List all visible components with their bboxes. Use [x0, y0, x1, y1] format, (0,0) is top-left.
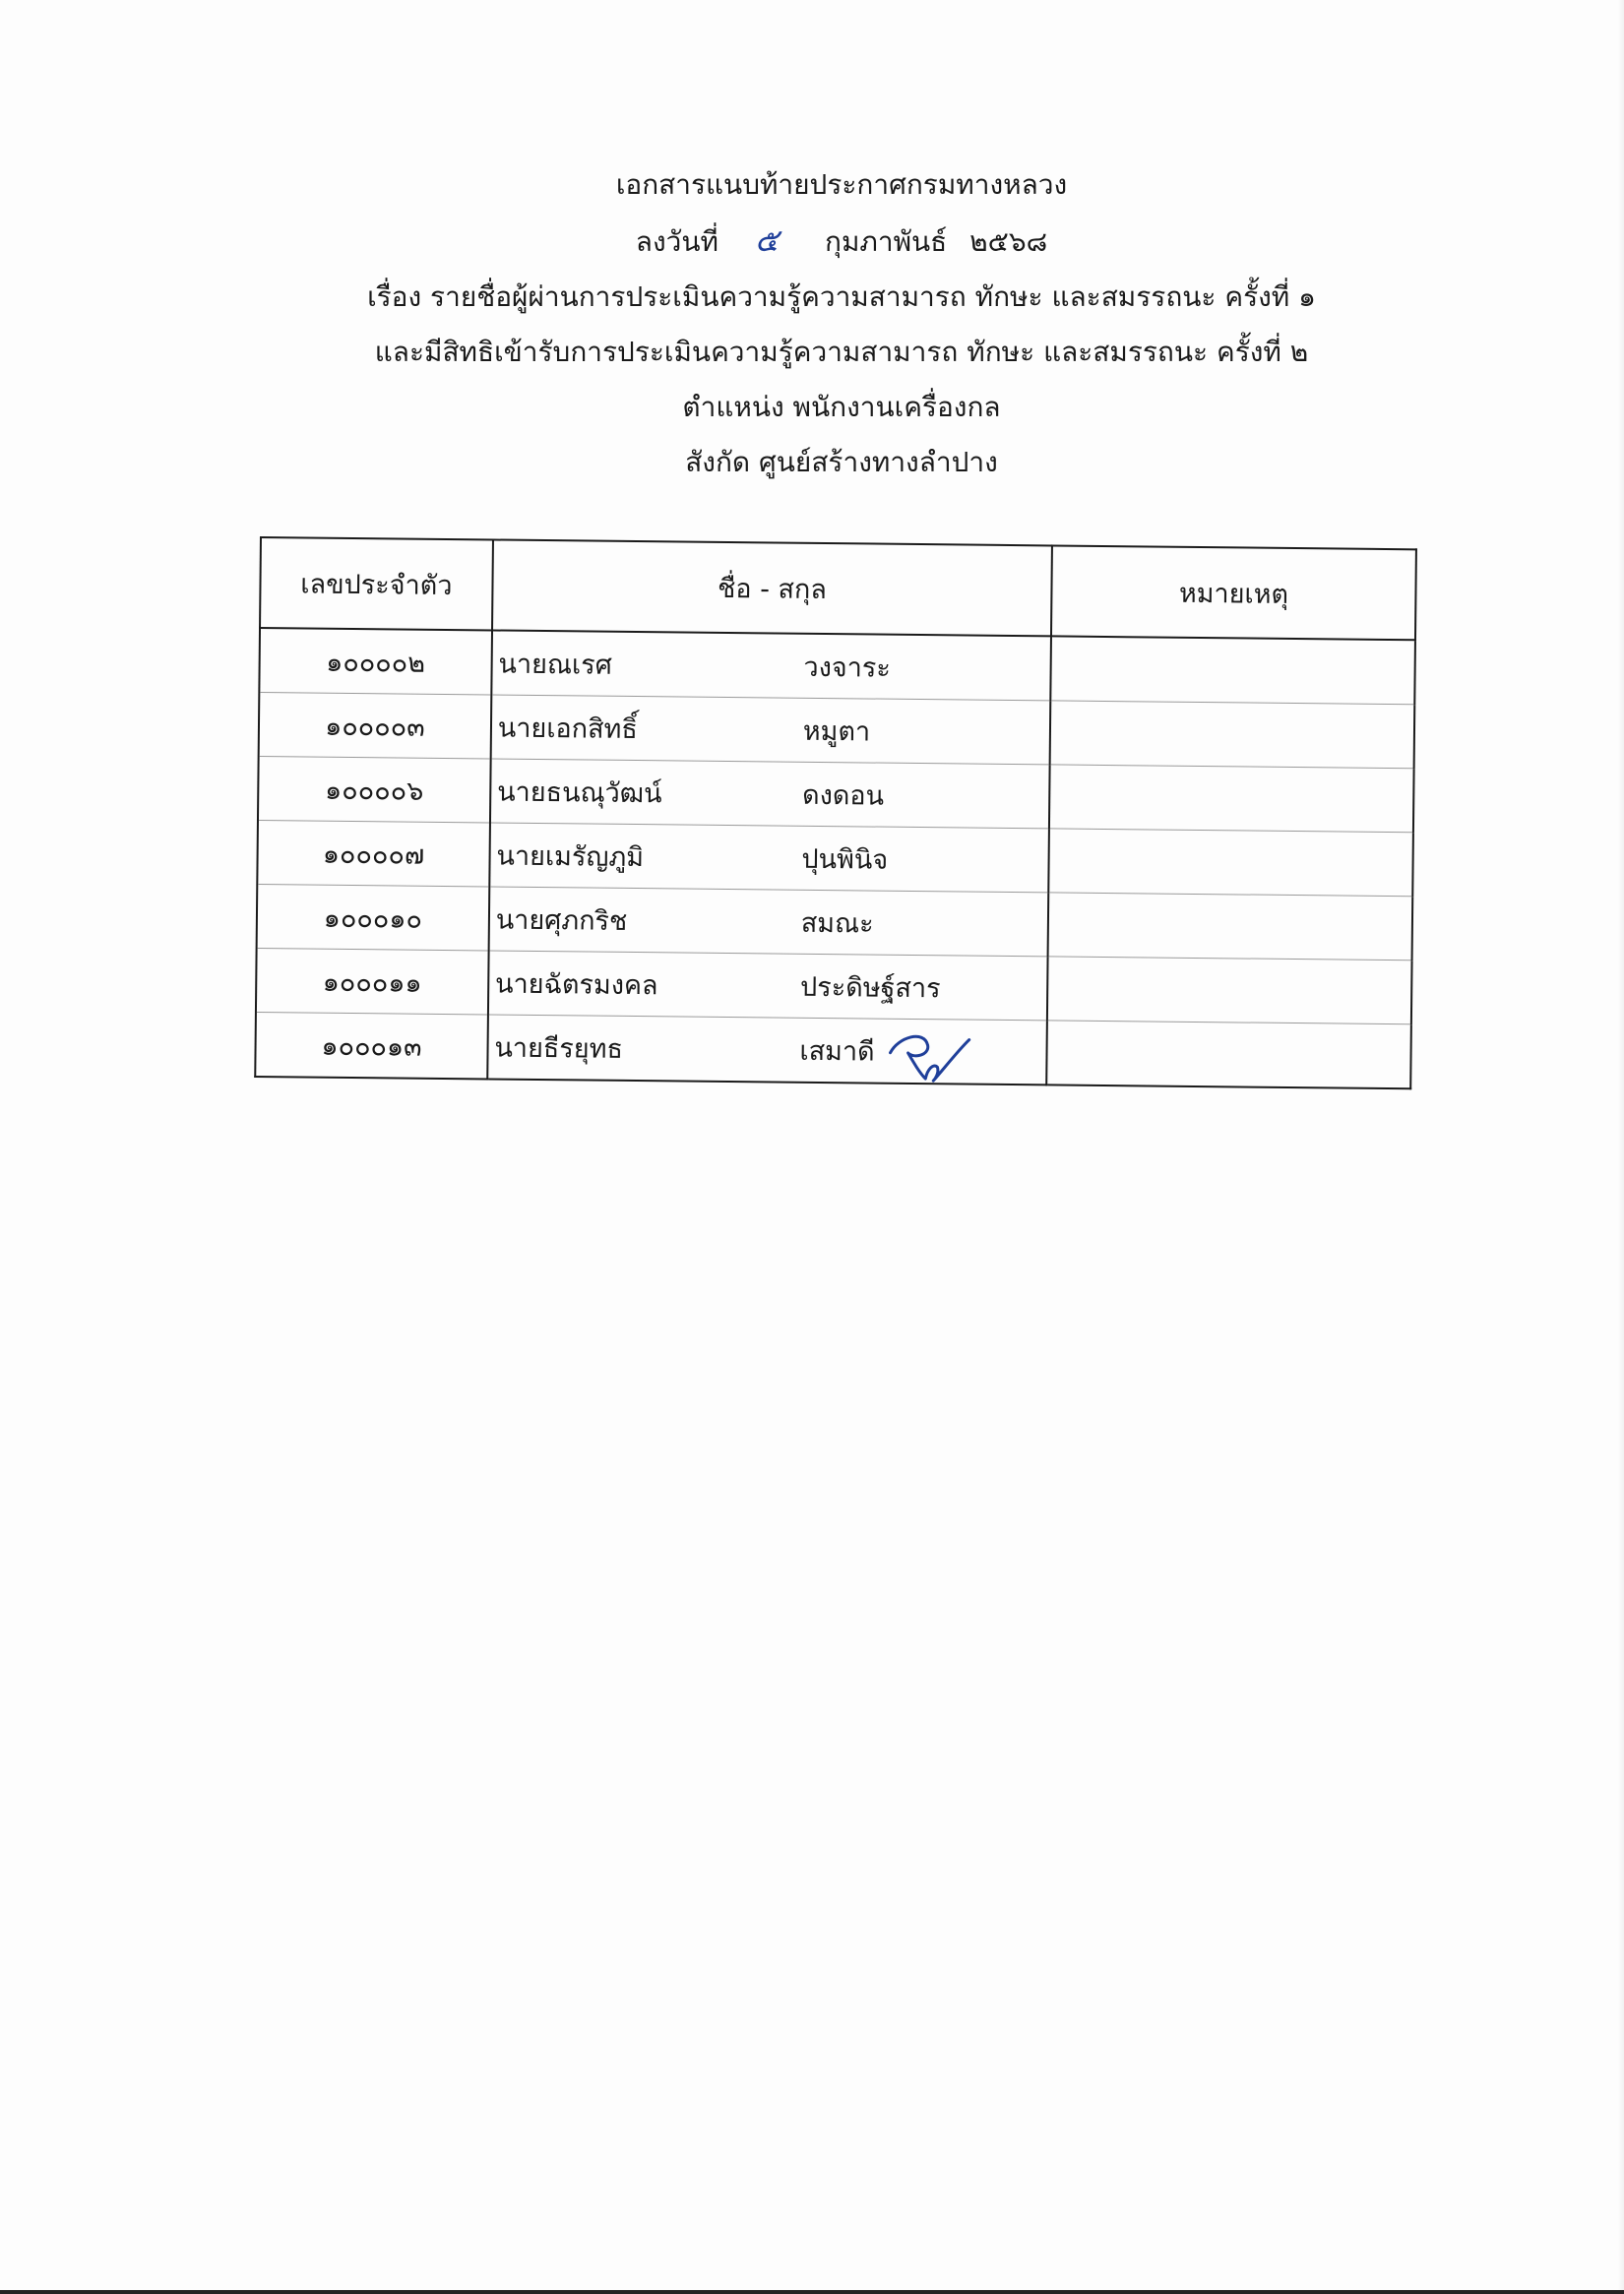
cell-name: [491, 630, 1051, 700]
last-name: ปุนพินิจ: [801, 843, 889, 876]
document-date: [295, 213, 1388, 270]
position-line: ตำแหน่ง พนักงานเครื่องกล: [682, 391, 1001, 423]
date-day-handwritten: ๕: [754, 221, 780, 259]
handwritten-signature: [884, 1023, 973, 1085]
affiliation-line: สังกัด ศูนย์สร้างทางลำปาง: [685, 446, 998, 478]
cell-name: [489, 823, 1049, 893]
cell-remark: [1050, 701, 1415, 769]
cell-name: [487, 1015, 1047, 1085]
cell-id: ๑๐๐๐๐๗: [257, 820, 490, 886]
cell-id: ๑๐๐๐๑๓: [255, 1012, 488, 1079]
candidate-table-wrapper: [254, 536, 1417, 1089]
last-name: หมูตา: [802, 715, 871, 748]
cell-name: [491, 695, 1051, 765]
table-row: [256, 948, 1412, 1023]
table-header-row: [260, 537, 1416, 640]
cell-remark: [1048, 829, 1413, 897]
table-row: [255, 1012, 1411, 1088]
table-row: [257, 884, 1413, 960]
first-name: นายศุภกริช: [495, 904, 628, 937]
cell-remark: [1047, 957, 1412, 1024]
table-row: [259, 628, 1415, 705]
cell-remark: [1046, 1021, 1411, 1088]
table-row: [257, 820, 1413, 896]
cell-remark: [1050, 636, 1415, 704]
table-row: [259, 693, 1415, 769]
header-name: ชื่อ - สกุล: [492, 539, 1052, 636]
first-name: นายณเรศ: [498, 649, 613, 681]
document-title: เอกสารแนบท้ายประกาศกรมทางหลวง: [615, 168, 1068, 201]
candidate-table: [254, 536, 1417, 1089]
first-name: นายเมรัญภูมิ: [496, 840, 645, 873]
last-name: ประดิษฐ์สาร: [799, 971, 941, 1004]
date-year: ๒๕๖๘: [969, 225, 1048, 258]
first-name: นายเอกสิทธิ์: [497, 713, 639, 745]
cell-name: [490, 759, 1050, 829]
date-month: กุมภาพันธ์: [824, 225, 948, 258]
table-row: [258, 756, 1414, 832]
first-name: นายธีรยุทธ: [494, 1032, 624, 1065]
header-id: เลขประจำตัว: [260, 537, 493, 630]
first-name: นายฉัตรมงคล: [494, 968, 658, 1001]
last-name: ดงดอน: [801, 779, 885, 812]
cell-name: [488, 951, 1048, 1021]
cell-id: ๑๐๐๐๐๓: [259, 693, 492, 759]
last-name: วงจาระ: [803, 651, 892, 684]
last-name: เสมาดี: [799, 1035, 875, 1068]
last-name: สมณะ: [800, 907, 874, 940]
cell-id: ๑๐๐๐๑๐: [257, 884, 490, 950]
cell-name: [488, 887, 1048, 957]
cell-id: ๑๐๐๐๐๒: [259, 628, 492, 695]
subject-line-1: เรื่อง รายชื่อผู้ผ่านการประเมินความรู้ความสามารถ ทักษะ และสมรรถนะ ครั้งที่ ๑: [367, 280, 1316, 313]
header-remark: หมายเหตุ: [1051, 545, 1416, 640]
subject-line-2: และมีสิทธิเข้ารับการประเมินความรู้ความสามารถ ทักษะ และสมรรถนะ ครั้งที่ ๒: [374, 336, 1309, 368]
cell-remark: [1048, 893, 1413, 961]
page-edge-shadow: [1618, 0, 1624, 2294]
cell-id: ๑๐๐๐๐๖: [258, 756, 491, 822]
first-name: นายธนณุวัฒน์: [497, 776, 662, 809]
document-header: [295, 157, 1388, 490]
cell-id: ๑๐๐๐๑๑: [256, 948, 489, 1014]
cell-remark: [1049, 765, 1414, 833]
scan-bottom-edge: [0, 2290, 1624, 2294]
date-prefix: ลงวันที่: [635, 225, 718, 258]
